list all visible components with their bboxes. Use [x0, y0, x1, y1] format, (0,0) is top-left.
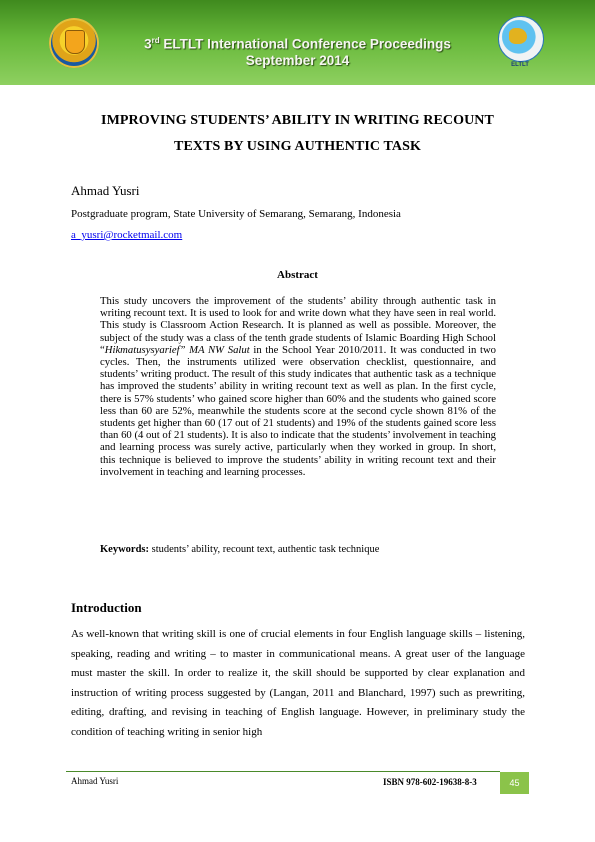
- university-logo: [49, 18, 99, 68]
- title-rest: ELTLT International Conference Proceedings: [159, 36, 451, 52]
- abstract-school-name: Hikmatusysyarief” MA NW Salut: [104, 343, 250, 356]
- keywords-text: students’ ability, recount text, authentic task technique: [149, 544, 380, 555]
- globe-land-shape: [509, 28, 527, 44]
- title-ordinal: 3: [144, 36, 152, 52]
- paper-title: [70, 108, 525, 160]
- introduction-body: As well-known that writing skill is one of crucial elements in four English language skills – listening, speaking, reading and writing – to master in communicational means. A great user of the language must master the skill. In order to realize it, the skill should be supported by clear explanation and instruction of writing process suggested by (Langan, 2011 and Blanchard, 1997) such as prewriting, editing, drafting, and revising in teaching of English language. However, in preliminary study the condition of teaching writing in senior high: [71, 628, 525, 738]
- keywords: [100, 544, 379, 555]
- introduction-heading: Introduction: [71, 600, 142, 615]
- page-number: 45: [500, 772, 529, 794]
- keywords-label: Keywords:: [100, 544, 149, 555]
- conference-header-banner: [0, 0, 595, 85]
- conference-date: September 2014: [245, 52, 350, 68]
- abstract-heading: Abstract: [277, 269, 318, 281]
- paper-title-line-1: IMPROVING STUDENTS’ ABILITY IN WRITING RECOUNT: [101, 113, 494, 128]
- footer-isbn: ISBN 978-602-19638-8-3: [383, 777, 477, 787]
- paper-title-line-2: TEXTS BY USING AUTHENTIC TASK: [174, 139, 421, 154]
- title-ordinal-suffix: rd: [151, 36, 160, 45]
- eltlt-logo-label: ELTLT: [511, 62, 529, 68]
- conference-title: [110, 33, 485, 69]
- author-name: Ahmad Yusri: [71, 183, 140, 198]
- footer-divider: [66, 771, 500, 772]
- university-logo-emblem: [65, 30, 85, 54]
- abstract-body: [100, 295, 496, 478]
- footer-author: Ahmad Yusri: [71, 776, 119, 786]
- abstract-text-part-2: in the School Year 2010/2011. It was conducted in two cycles. Then, the instruments utilized were observation checklist, questionnaire, and students’ writing product. The result of this study indicates that authentic task as a technique has improved the students’ ability in writing recount text as well as plan. In the first cycle, there is 57% students’ who gained score higher than 60% and the students who gained score less than 60 are 52%, meanwhile the students score at the second cycle shown 81% of the students get higher than 60 (17 out of 21 students) and 19% of the students gained score less than 60 (4 out of 21 students). It is also to indicate that the students’ involvement in teaching and learning process was surely active, particularly when they worked in group. In short, this technique is believed to improve the students’ ability in writing recount text and their involvement in teaching and learning processes.: [100, 343, 497, 478]
- eltlt-logo: [492, 12, 548, 72]
- abstract-text-part-1: This study uncovers the improvement of the students’ ability through authentic task in writing recount text. It is used to look for and write down what they have seen in real world. This study is Classroom Action Research. It is planned as well as possible. Moreover, the subject of the study was a class of the tenth grade students of Islamic Boarding High School “: [100, 295, 496, 356]
- author-email-link[interactable]: a_yusri@rocketmail.com: [71, 229, 183, 241]
- author-affiliation: Postgraduate program, State University of Semarang, Semarang, Indonesia: [71, 208, 401, 220]
